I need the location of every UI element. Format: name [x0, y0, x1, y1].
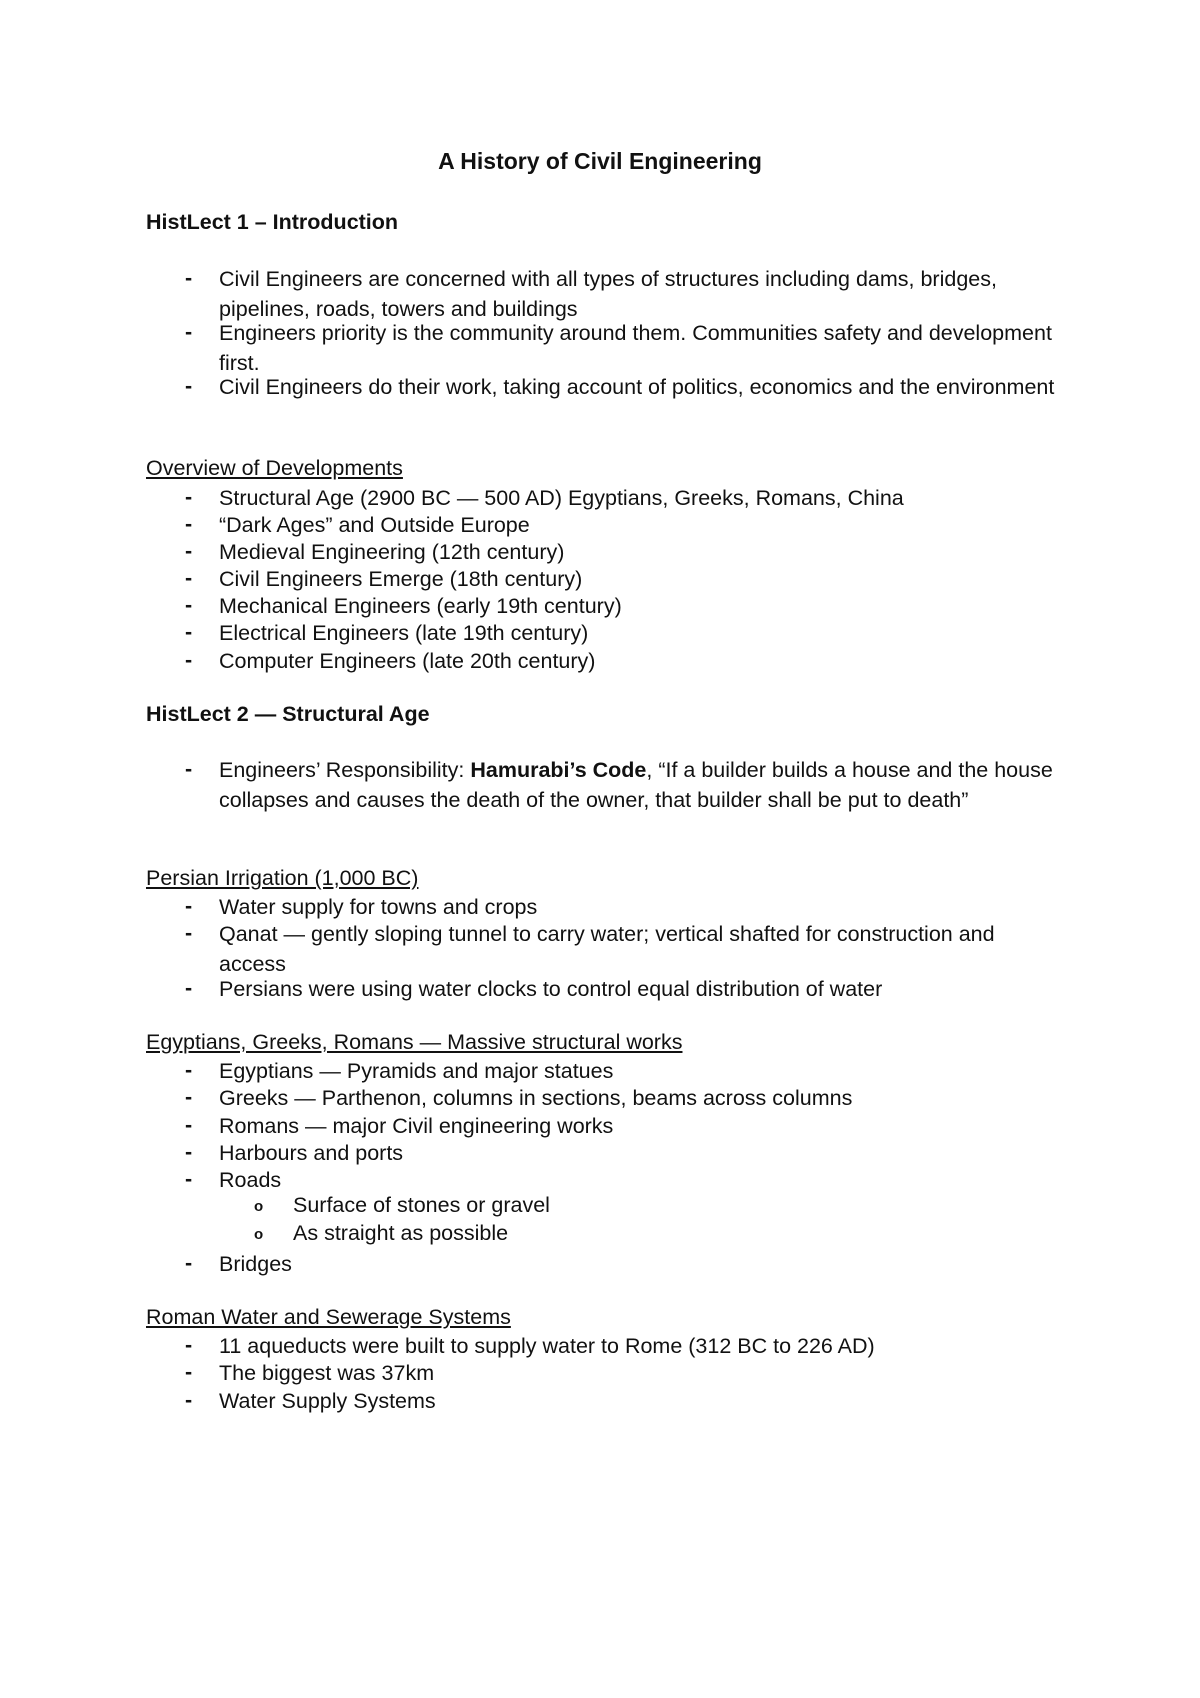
list-item: Engineers priority is the community around them. Communities safety and development first.: [219, 321, 1052, 375]
list-item: Structural Age (2900 BC — 500 AD) Egyptians, Greeks, Romans, China: [219, 486, 904, 510]
list-item: The biggest was 37km: [219, 1361, 435, 1385]
bullet-marker: -: [185, 921, 193, 945]
list-item: Roads: [219, 1168, 282, 1192]
section-heading-massive-works: Egyptians, Greeks, Romans — Massive structural works: [146, 1030, 683, 1054]
bullet-marker: -: [185, 976, 193, 1000]
list-item: Electrical Engineers (late 19th century): [219, 621, 589, 645]
bullet-marker: -: [185, 1251, 193, 1275]
list-item: [219, 755, 1059, 815]
bullet-marker: -: [185, 620, 193, 644]
section-heading-persian-irrigation: Persian Irrigation (1,000 BC): [146, 866, 419, 890]
list-item: “Dark Ages” and Outside Europe: [219, 513, 530, 537]
bullet-marker: -: [185, 485, 193, 509]
bullet-marker: -: [185, 593, 193, 617]
list-item: Civil Engineers do their work, taking account of politics, economics and the environment: [219, 375, 1055, 399]
section-heading-overview: Overview of Developments: [146, 456, 403, 480]
list-item: Mechanical Engineers (early 19th century): [219, 594, 622, 618]
list-item: Water Supply Systems: [219, 1389, 436, 1413]
bullet-marker: -: [185, 512, 193, 536]
list-item-suffix: , “If a builder builds a house and the house collapses and causes the death of the owner, that builder shall be put to death”: [219, 758, 1053, 812]
list-item-bold-term: Hamurabi’s Code: [470, 758, 647, 782]
list-item: Harbours and ports: [219, 1141, 404, 1165]
bullet-marker: -: [185, 1085, 193, 1109]
sub-bullet-marker: o: [254, 1198, 264, 1215]
bullet-marker: -: [185, 374, 193, 398]
bullet-marker: -: [185, 757, 193, 781]
section-heading-histlect-1: HistLect 1 – Introduction: [146, 210, 399, 234]
bullet-marker: -: [185, 1167, 193, 1191]
bullet-marker: -: [185, 1140, 193, 1164]
section-heading-histlect-2: HistLect 2 — Structural Age: [146, 702, 430, 726]
section-heading-roman-water: Roman Water and Sewerage Systems: [146, 1305, 511, 1329]
list-item: Romans — major Civil engineering works: [219, 1114, 614, 1138]
bullet-marker: -: [185, 1058, 193, 1082]
list-item: Qanat — gently sloping tunnel to carry water; vertical shafted for construction and access: [219, 922, 995, 976]
list-item: Egyptians — Pyramids and major statues: [219, 1059, 614, 1083]
list-item: Bridges: [219, 1252, 292, 1276]
bullet-marker: -: [185, 1360, 193, 1384]
list-item: Water supply for towns and crops: [219, 895, 538, 919]
bullet-marker: -: [185, 1333, 193, 1357]
list-item: Medieval Engineering (12th century): [219, 540, 565, 564]
sub-list-item: Surface of stones or gravel: [293, 1193, 550, 1217]
bullet-marker: -: [185, 320, 193, 344]
list-item-prefix: Engineers’ Responsibility:: [219, 758, 471, 782]
bullet-marker: -: [185, 1113, 193, 1137]
list-item: Persians were using water clocks to control equal distribution of water: [219, 977, 883, 1001]
sub-bullet-marker: o: [254, 1226, 264, 1243]
list-item: Civil Engineers are concerned with all types of structures including dams, bridges, pipelines, roads, towers and buildings: [219, 267, 997, 321]
list-item: 11 aqueducts were built to supply water to Rome (312 BC to 226 AD): [219, 1334, 875, 1358]
bullet-marker: -: [185, 539, 193, 563]
list-item: Computer Engineers (late 20th century): [219, 649, 596, 673]
bullet-marker: -: [185, 894, 193, 918]
list-item: Civil Engineers Emerge (18th century): [219, 567, 583, 591]
sub-list-item: As straight as possible: [293, 1221, 509, 1245]
bullet-marker: -: [185, 566, 193, 590]
bullet-marker: -: [185, 266, 193, 290]
list-item: Greeks — Parthenon, columns in sections, beams across columns: [219, 1086, 853, 1110]
bullet-marker: -: [185, 648, 193, 672]
bullet-marker: -: [185, 1388, 193, 1412]
document-title: A History of Civil Engineering: [438, 148, 762, 174]
